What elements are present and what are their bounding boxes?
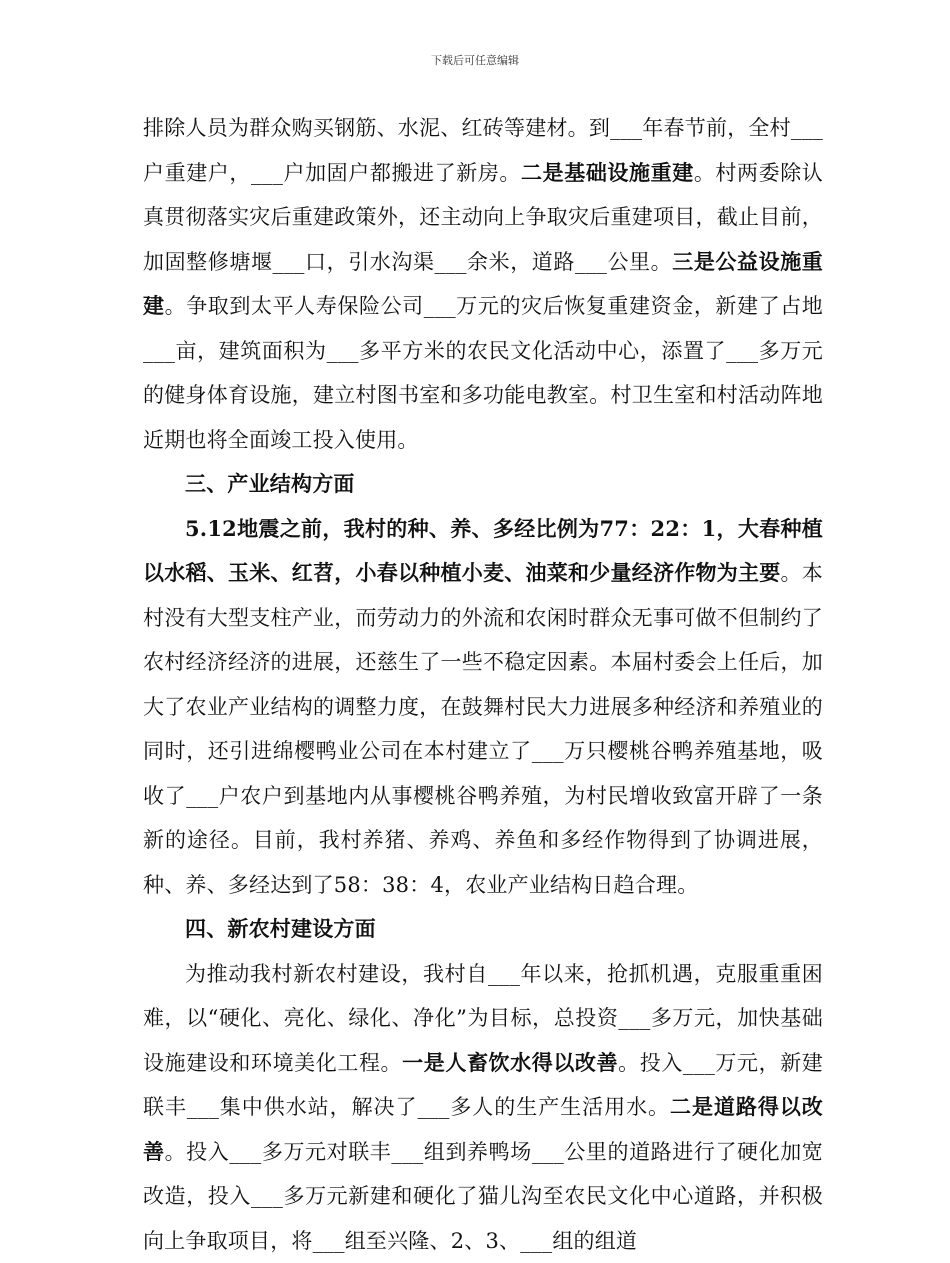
bold-phrase: 二是道路得以改善: [143, 1094, 823, 1164]
paragraph-text: 。投入___多万元对联丰___组到养鸭场___公里的道路进行了硬化加宽改造，投入___多万元新建和硬化了猫儿沟至农民文化中心道路，并积极向上争取项目，将___组至兴隆、2、3、___组的组道: [143, 1140, 823, 1253]
section-heading-industry: 三、产业结构方面: [143, 462, 823, 507]
paragraph-text: 。村两委除认真贯彻落实灾后重建政策外，还主动向上争取灾后重建项目，截止目前，加固整修塘堰___口，引水沟渠___余米，道路___公里。: [143, 161, 823, 274]
paragraph-new-village: [143, 952, 823, 1263]
paragraph-industry: [143, 507, 823, 908]
paragraph-text: 为推动我村新农村建设，我村自___年以来，抢抓机遇，克服重重困难，以“硬化、亮化、绿化、净化”为目标，总投资___多万元，加快基础设施建设和环境美化工程。: [143, 962, 823, 1075]
section-heading-new-village: 四、新农村建设方面: [143, 907, 823, 952]
paragraph-text: 排除人员为群众购买钢筋、水泥、红砖等建材。到___年春节前，全村___户重建户，___户加固户都搬进了新房。: [143, 116, 823, 185]
bold-phrase: 5.12地震之前，我村的种、养、多经比例为77：22：1，大春种植以水稻、玉米、红苕，小春以种植小麦、油菜和少量经济作物为主要: [143, 516, 823, 586]
bold-phrase: 一是人畜饮水得以改善: [402, 1050, 618, 1075]
bold-phrase: 二是基础设施重建: [521, 160, 694, 185]
paragraph-text: 。本村没有大型支柱产业，而劳动力的外流和农闲时群众无事可做不但制约了农村经济经济的进展，还慈生了一些不稳定因素。本届村委会上任后，加大了农业产业结构的调整力度，在鼓舞村民大力进展多种经济和养殖业的同时，还引进绵樱鸭业公司在本村建立了___万只樱桃谷鸭养殖基地，吸收了___户农户到基地内从事樱桃谷鸭养殖，为村民增收致富开辟了一条新的途径。目前，我村养猪、养鸡、养鱼和多经作物得到了协调进展，种、养、多经达到了58：38：4，农业产业结构日趋合理。: [143, 561, 823, 897]
paragraph-text: 。争取到太平人寿保险公司___万元的灾后恢复重建资金，新建了占地___亩，建筑面积为___多平方米的农民文化活动中心，添置了___多万元的健身体育设施，建立村图书室和多功能电教室。村卫生室和村活动阵地近期也将全面竣工投入使用。: [143, 294, 823, 452]
paragraph-text: 。投入___万元，新建联丰___集中供水站，解决了___多人的生产生活用水。: [143, 1051, 823, 1120]
document-body: [143, 106, 823, 1263]
page-header-note: 下载后可任意编辑: [0, 52, 950, 68]
paragraph-reconstruction: [143, 106, 823, 462]
bold-phrase: 三是公益设施重建: [143, 249, 823, 319]
